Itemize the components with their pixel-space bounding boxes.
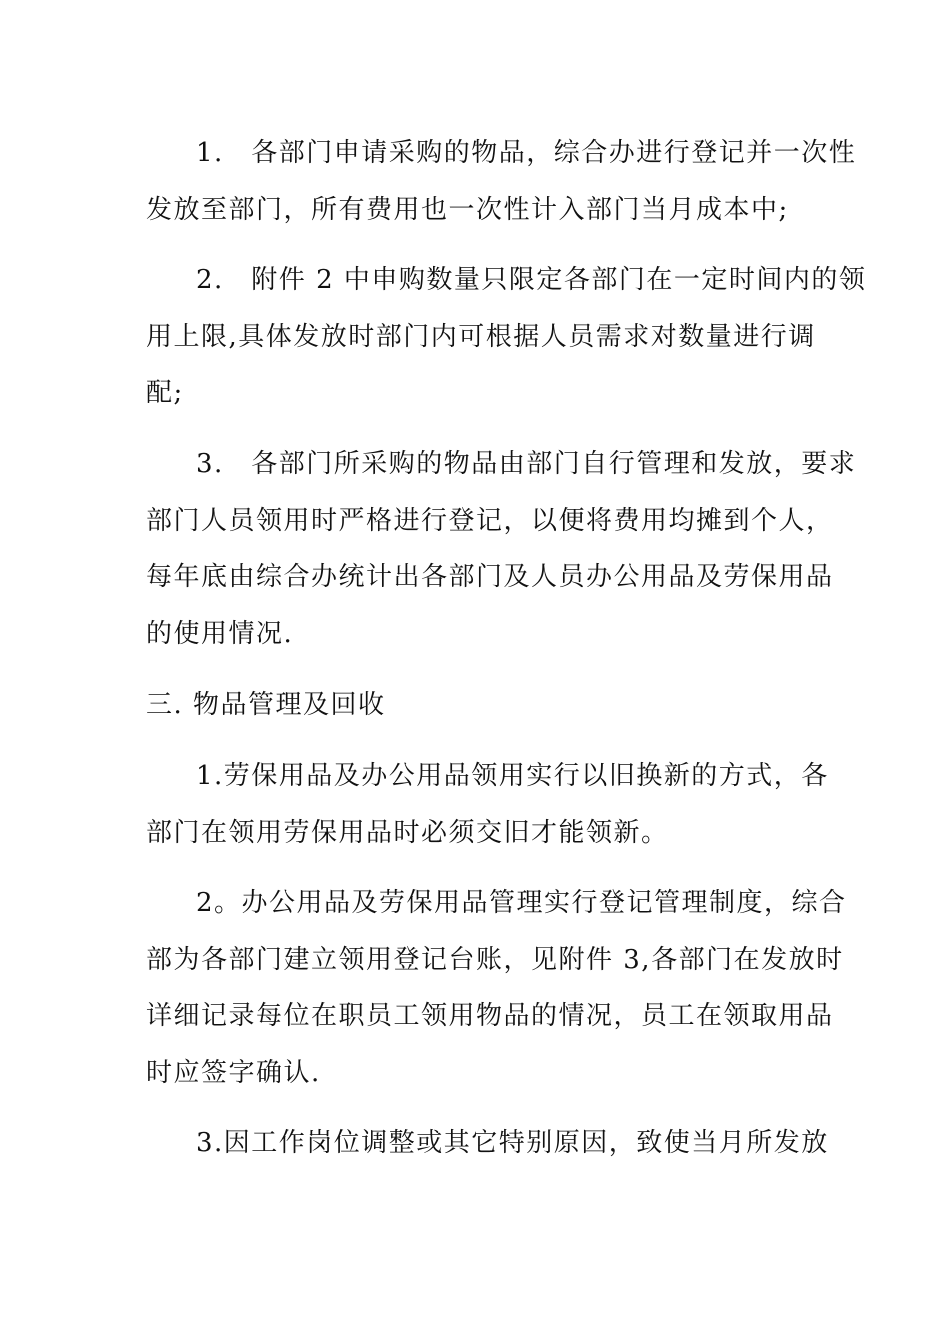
- paragraph-7-line-1: 3.因工作岗位调整或其它特别原因，致使当月所发放: [196, 1128, 829, 1158]
- paragraph-6-line-4: 时应签字确认.: [146, 1058, 321, 1088]
- paragraph-1-line-2: 发放至部门，所有费用也一次性计入部门当月成本中;: [146, 195, 789, 225]
- paragraph-3-line-1: 3. 各部门所采购的物品由部门自行管理和发放，要求: [196, 449, 857, 479]
- paragraph-5-line-1: 1.劳保用品及办公用品领用实行以旧换新的方式，各: [196, 761, 829, 791]
- section-heading: 三. 物品管理及回收: [146, 690, 386, 720]
- paragraph-1-line-1: 1. 各部门申请采购的物品，综合办进行登记并一次性: [196, 138, 857, 168]
- paragraph-6-line-2: 部为各部门建立领用登记台账，见附件 3,各部门在发放时: [146, 945, 844, 975]
- paragraph-6-line-3: 详细记录每位在职员工领用物品的情况，员工在领取用品: [146, 1001, 834, 1031]
- paragraph-2-line-2: 用上限,具体发放时部门内可根据人员需求对数量进行调: [146, 322, 816, 352]
- paragraph-5-line-2: 部门在领用劳保用品时必须交旧才能领新。: [146, 818, 669, 848]
- paragraph-3-line-4: 的使用情况.: [146, 619, 294, 649]
- paragraph-2-line-3: 配;: [146, 378, 184, 408]
- paragraph-2-line-1: 2. 附件 2 中申购数量只限定各部门在一定时间内的领: [196, 265, 867, 295]
- paragraph-3-line-3: 每年底由综合办统计出各部门及人员办公用品及劳保用品: [146, 562, 834, 592]
- paragraph-3-line-2: 部门人员领用时严格进行登记，以便将费用均摊到个人，: [146, 506, 834, 536]
- paragraph-6-line-1: 2。办公用品及劳保用品管理实行登记管理制度，综合: [196, 888, 847, 918]
